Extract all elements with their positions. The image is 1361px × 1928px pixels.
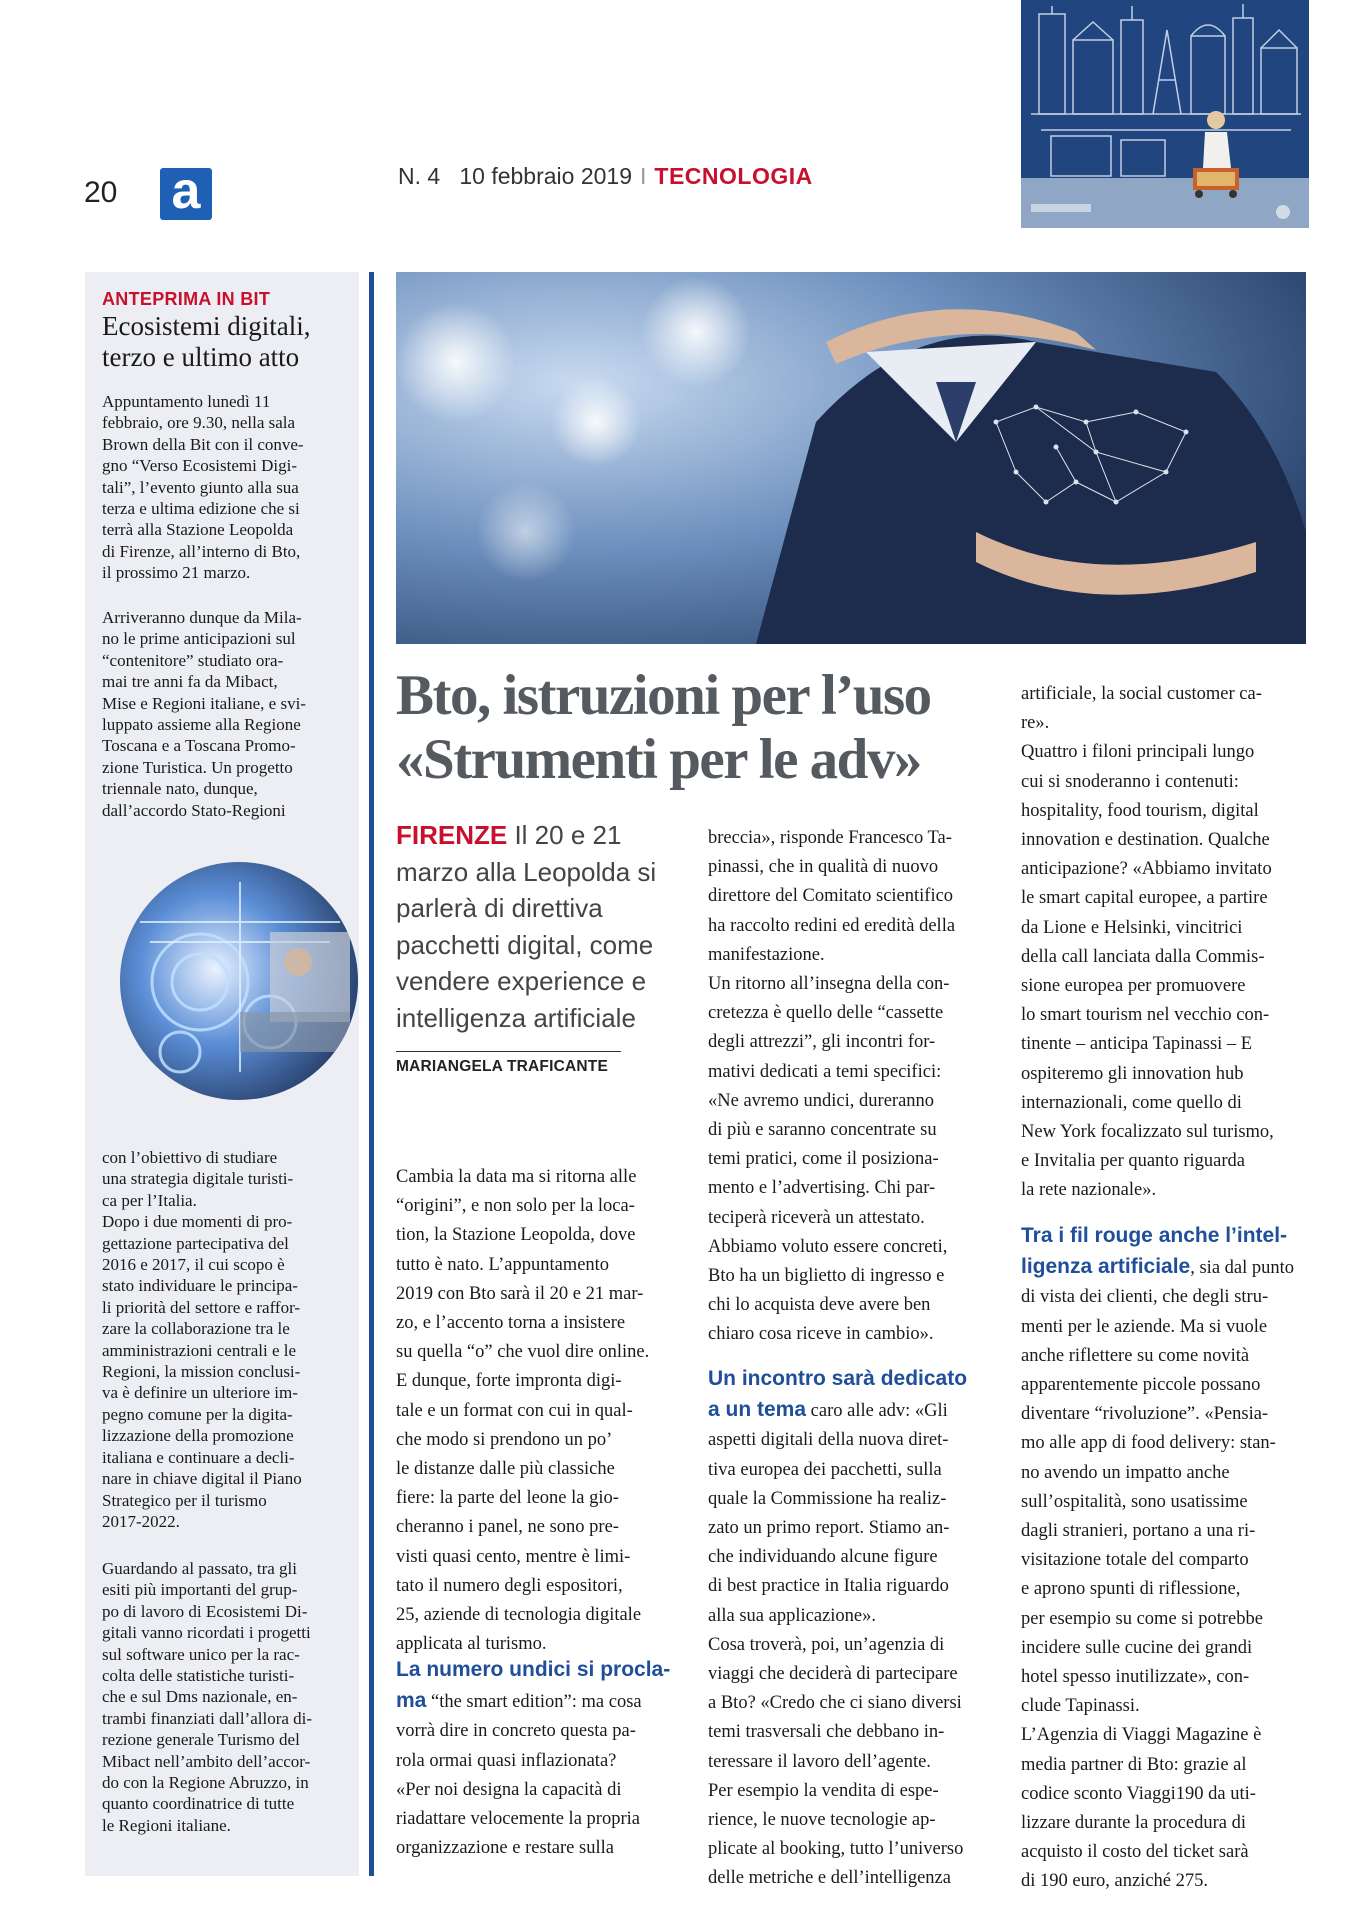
column-3-continued: [1021, 1221, 1311, 1897]
column-3-subhead: Tra i fil rouge anche l’intel- ligenza artificiale: [1021, 1224, 1288, 1279]
sidebar-title: Ecosistemi digitali, terzo e ultimo atto: [102, 311, 311, 372]
column-1-continued: [396, 1655, 686, 1863]
advert-image: [1021, 0, 1309, 228]
lead-text: Il 20 e 21 marzo alla Leopolda si parlerà di direttiva pacchetti digital, come vendere experience e intelligenza artificiale: [396, 820, 657, 1033]
lead-city: FIRENZE: [396, 820, 508, 850]
sidebar-paragraph-4: Guardando al passato, tra gli esiti più importanti del grup- po di lavoro di Ecosistemi Di- gitali vanno ricordati i progetti sul software unico per la rac- colta delle statistiche turisti- che e sul Dms nazionale, en- trambi finanziati dall’allora di- rezione generale Turismo del Mibact nell’ambito dell’accor- do con la Regione Abruzzo, in quanto coordinatrice di tutte le Regioni italiane.: [102, 1559, 313, 1835]
section-label: TECNOLOGIA: [654, 163, 813, 189]
sidebar-kicker: ANTEPRIMA IN BIT: [102, 289, 271, 309]
logo-letter: a: [171, 162, 201, 220]
column-2-continued: [708, 1364, 998, 1894]
issue-date: 10 febbraio 2019: [459, 163, 633, 189]
column-2-text: breccia», risponde Francesco Ta- pinassi, che in qualità di nuovo direttore del Comitato scientifico ha raccolto redini ed eredità della manifestazione. Un ritorno all’insegna della con- cretezza è quello delle “cassette degli attrezzi”, gli incontri for- mativi dedicati a temi specifici: «Ne avremo undici, dureranno di più e saranno concentrate su temi pratici, come il posiziona- mento e l’advertising. Chi par- teciperà riceverà un attestato. Abbiamo voluto essere concreti, Bto ha un biglietto di ingresso e chi lo acquista deve avere ben chiaro cosa riceve in cambio».: [708, 828, 956, 1345]
column-1-subtext: “the smart edition”: ma cosa vorrà dire in concreto questa pa- rola ormai quasi inflazionata? «Per noi designa la capacità di riadattare velocemente la propria organizzazione e restare sulla: [396, 1692, 642, 1859]
hero-image: [396, 272, 1306, 644]
column-1-text: Cambia la data ma si ritorna alle “origini”, e non solo per la loca- tion, la Stazione Leopolda, dove tutto è nato. L’appuntamento 2019 con Bto sarà il 20 e 21 mar- zo, e l’accento torna a insistere su quella “o” che vuol dire online. E dunque, forte impronta digi- tale e un format con cui in qual- che modo si prendono un po’ le distanze dalle più classiche fiere: la parte del leone la gio- cheranno i panel, ne sono pre- visti quasi cento, mentre è limi- tato il numero degli espositori, 25, aziende di tecnologia digitale applicata al turismo.: [396, 1167, 650, 1655]
column-1-subhead: La numero undici si procla- ma: [396, 1658, 671, 1713]
sidebar-paragraph-2: Arriveranno dunque da Mila- no le prime anticipazioni sul “contenitore” studiato ora- mai tre anni fa da Mibact, Mise e Regioni italiane, e svi- luppato assieme alla Regione Toscana e a Toscana Promo- zione Turistica. Un progetto triennale nato, dunque, dall’accordo Stato-Regioni: [102, 608, 306, 820]
sidebar-paragraph-1: Appuntamento lunedì 11 febbraio, ore 9.30, nella sala Brown della Bit con il conve- gno “Verso Ecosistemi Digi- tali”, l’evento giunto alla sua terza e ultima edizione che si terrà alla Stazione Leopolda di Firenze, all’interno di Bto, il prossimo 21 marzo.: [102, 392, 304, 583]
issue-separator: I: [640, 163, 647, 189]
byline-rule: [396, 1051, 621, 1052]
sidebar-circle-image: [120, 862, 358, 1100]
column-2-subtext: caro alle adv: «Gli aspetti digitali della nuova diret- tiva europea dei pacchetti, sulla quale la Commissione ha realiz- zato un primo report. Stiamo an- che individuando alcune figure di best practice in Italia riguardo alla sua applicazione». Cosa troverà, poi, un’agenzia di viaggi che deciderà di partecipare a Bto? «Credo che ci siano diversi temi trasversali che debbano in- teressare il lavoro dell’agente. Per esempio la vendita di espe- rience, le nuove tecnologie ap- plicate al booking, tutto l’universo delle metriche e dell’intelligenza: [708, 1401, 964, 1889]
magazine-logo: [160, 162, 212, 220]
issue-number: N. 4: [398, 163, 441, 189]
column-3-subtext: , sia dal punto di vista dei clienti, che degli stru- menti per le aziende. Ma si vuole anche riflettere su come novità apparentemente piccole possano diventare “rivoluzione”. «Pensia- mo alle app di food delivery: stan- no avendo un impatto anche sull’ospitalità, sono usatissime dagli stranieri, portano a una ri- visitazione totale del comparto e aprono spunti di riflessione, per esempio su come si potrebbe incidere sulle cucine dei grandi hotel spesso inutilizzate», con- clude Tapinassi. L’Agenzia di Viaggi Magazine è media partner di Bto: grazie al codice sconto Viaggi190 da uti- lizzare durante la procedura di acquisto il costo del ticket sarà di 190 euro, anziché 275.: [1021, 1258, 1295, 1892]
article-lead: [396, 817, 686, 1036]
page-number: 20: [84, 176, 118, 209]
column-3-text: artificiale, la social customer ca- re». Quattro i filoni principali lungo cui si snoderanno i contenuti: hospitality, food tourism, digital innovation e destination. Qualche anticipazione? «Abbiamo invitato le smart capital europee, a partire da Lione e Helsinki, vincitrici della call lanciata dalla Commis- sione europea per promuovere lo smart tourism nel vecchio con- tinente – anticipa Tapinassi – E ospiteremo gli innovation hub internazionali, come quello di New York focalizzato sul turismo, e Invitalia per quanto riguarda la rete nazionale».: [1021, 684, 1274, 1201]
sidebar-divider: [369, 272, 374, 1876]
article-byline: MARIANGELA TRAFICANTE: [396, 1058, 608, 1075]
article-headline: Bto, istruzioni per l’uso «Strumenti per le adv»: [396, 664, 931, 791]
issue-line: [398, 163, 813, 190]
sidebar-paragraph-3: con l’obiettivo di studiare una strategia digitale turisti- ca per l’Italia. Dopo i due momenti di pro- gettazione partecipativa del 2016 e 2017, il cui scopo è stato individuare le principa- li priorità del settore e raffor- zare la collaborazione tra le amministrazioni centrali e le Regioni, la mission conclusi- va è definire un ulteriore im- pegno comune per la digita- lizzazione della promozione italiana e continuare a decli- nare in chiave digital il Piano Strategico per il turismo 2017-2022.: [102, 1148, 302, 1531]
column-2-subhead: Un incontro sarà dedicato a un tema: [708, 1367, 968, 1422]
